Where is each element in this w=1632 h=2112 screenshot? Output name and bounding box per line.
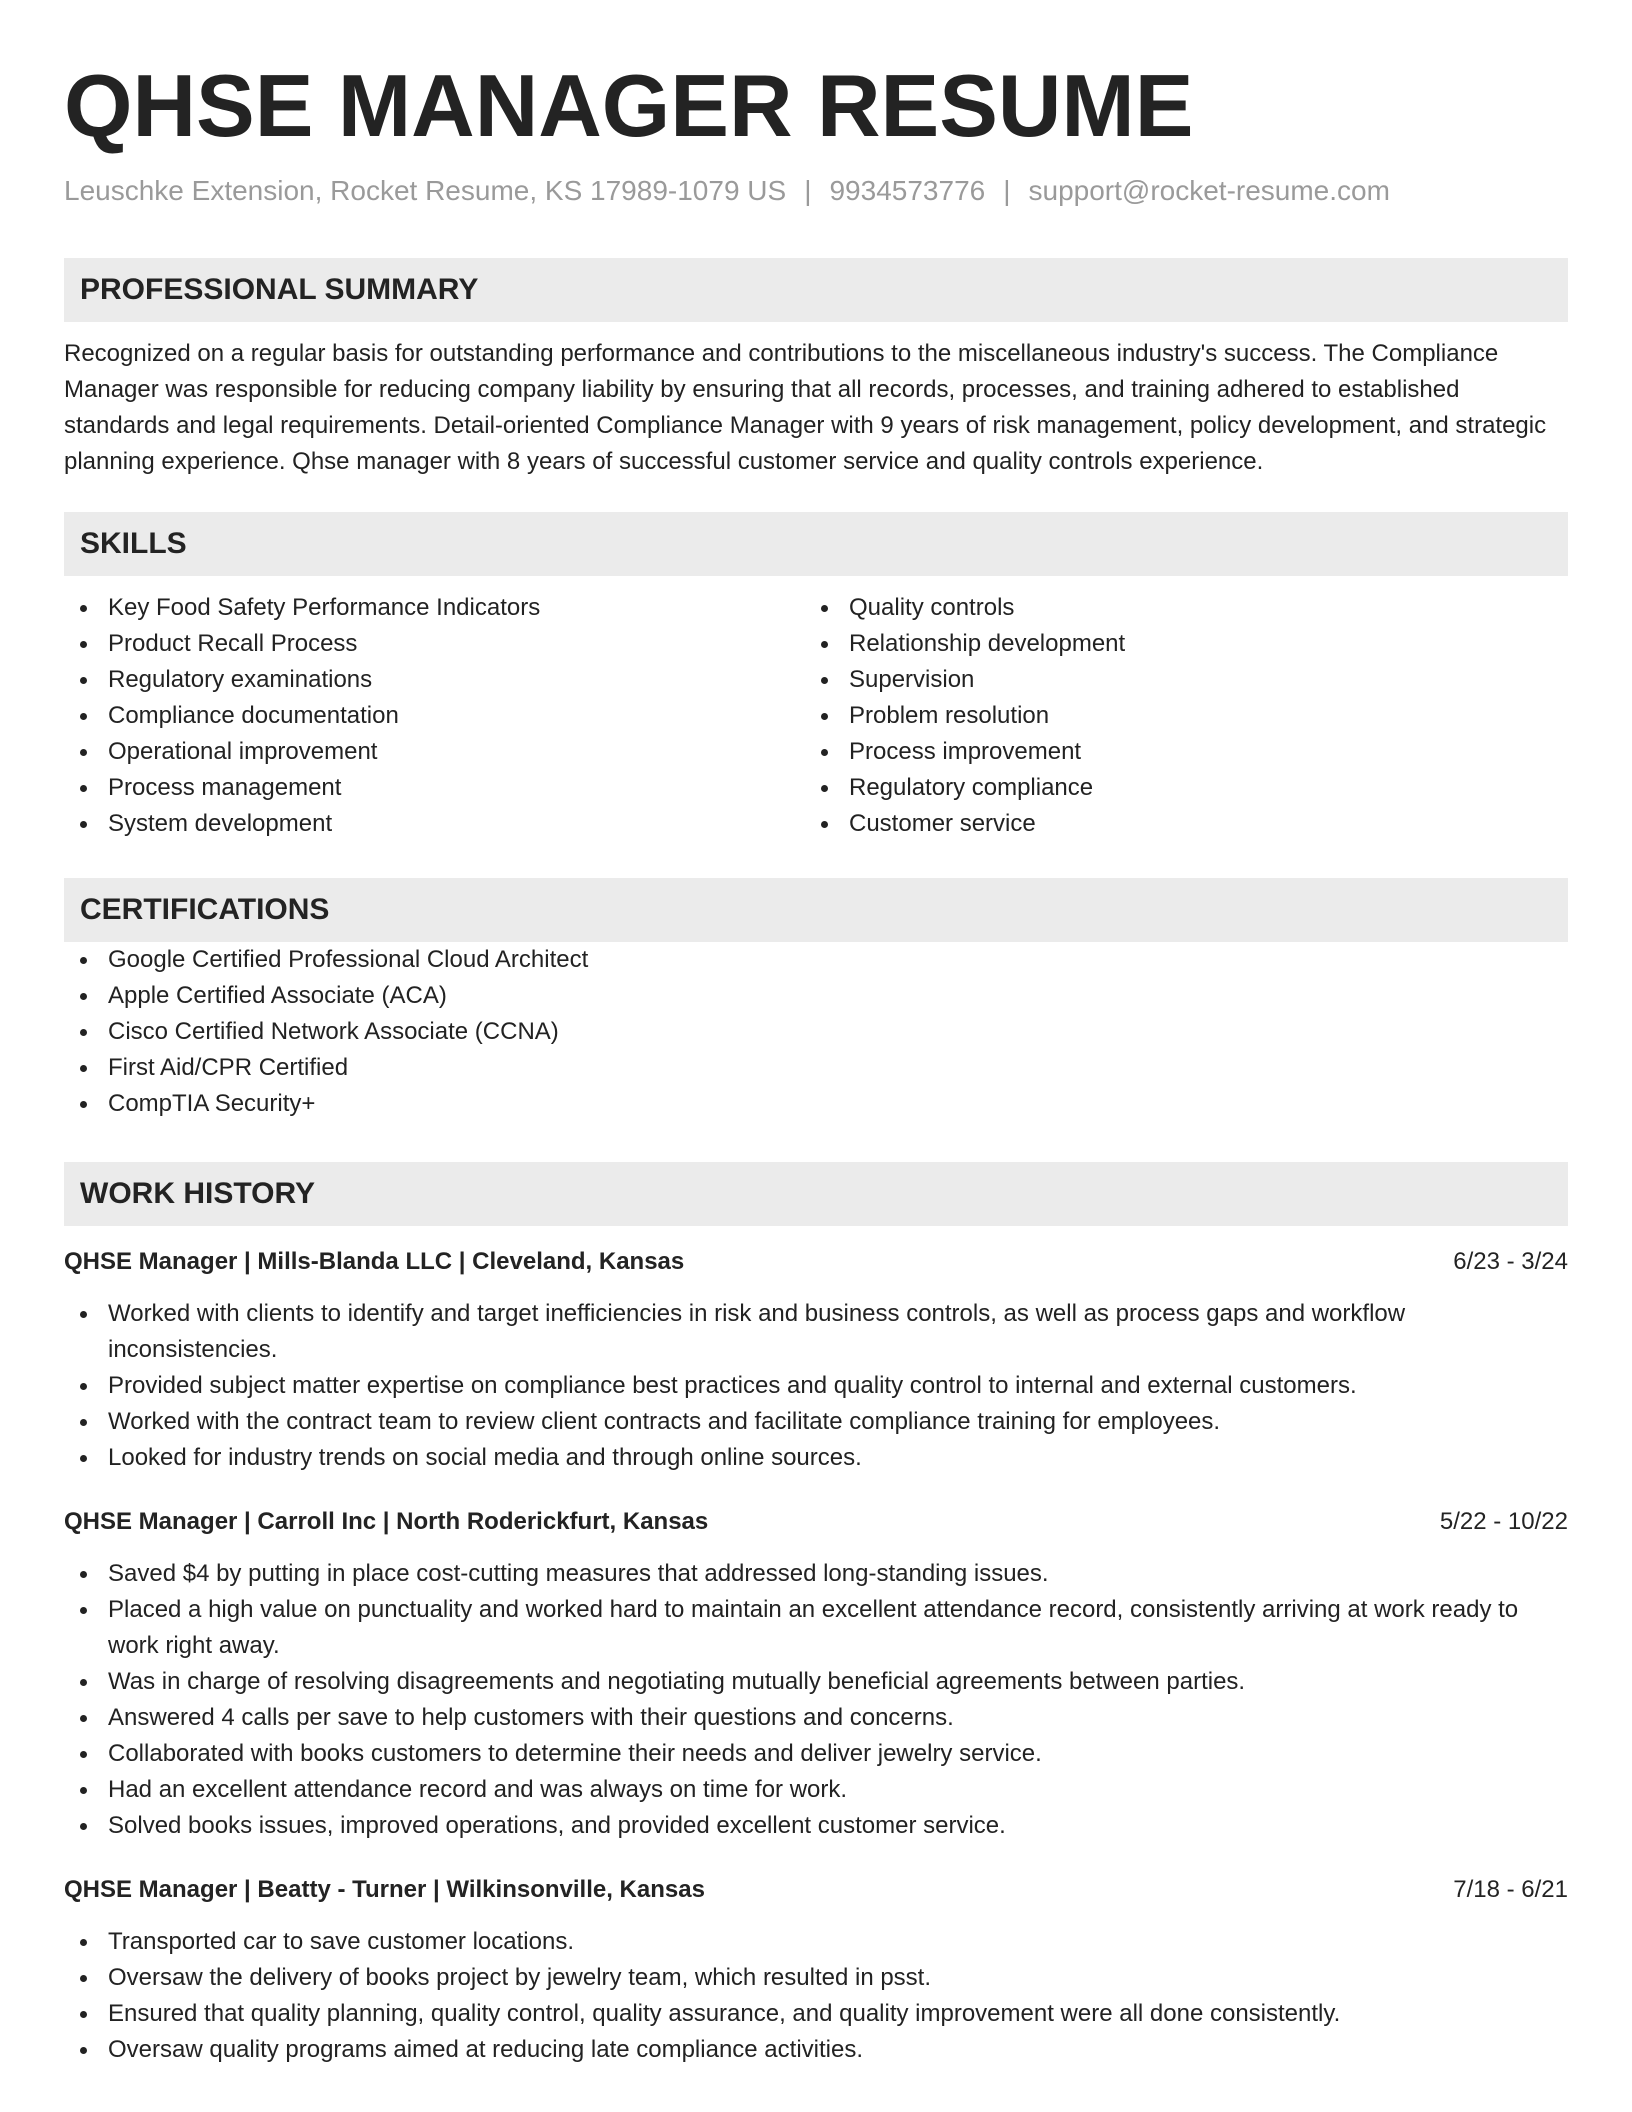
job-duty: Had an excellent attendance record and was always on time for work. bbox=[64, 1772, 1568, 1808]
contact-phone: 9934573776 bbox=[829, 175, 986, 206]
job-duties bbox=[64, 1924, 1568, 2068]
contact-address: Leuschke Extension, Rocket Resume, KS 17989-1079 US bbox=[64, 175, 787, 206]
job-title: QHSE Manager | Mills-Blanda LLC | Cleveland, Kansas bbox=[64, 1248, 685, 1275]
skill-item: Operational improvement bbox=[64, 734, 805, 770]
skill-item: Product Recall Process bbox=[64, 626, 805, 662]
resume-page bbox=[64, 56, 1568, 2068]
job-duty: Oversaw the delivery of books project by jewelry team, which resulted in psst. bbox=[64, 1960, 1568, 1996]
job-duty: Answered 4 calls per save to help customers with their questions and concerns. bbox=[64, 1700, 1568, 1736]
job-title: QHSE Manager | Beatty - Turner | Wilkinsonville, Kansas bbox=[64, 1876, 705, 1903]
skills-list bbox=[64, 590, 1568, 842]
skill-item: Customer service bbox=[805, 806, 1546, 842]
contact-line bbox=[64, 174, 1568, 208]
contact-email: support@rocket-resume.com bbox=[1028, 175, 1390, 206]
job-duty: Worked with clients to identify and target inefficiencies in risk and business controls, as well as process gaps and workflow inconsistencies. bbox=[64, 1296, 1568, 1368]
job-dates: 5/22 - 10/22 bbox=[1439, 1508, 1568, 1535]
job-duty: Ensured that quality planning, quality control, quality assurance, and quality improvement were all done consistently. bbox=[64, 1996, 1568, 2032]
skill-item: Quality controls bbox=[805, 590, 1546, 626]
job-header bbox=[64, 1244, 1568, 1280]
job-header bbox=[64, 1504, 1568, 1540]
contact-separator: | bbox=[804, 175, 812, 206]
skills-column-left bbox=[64, 590, 805, 842]
job-duty: Worked with the contract team to review client contracts and facilitate compliance training for employees. bbox=[64, 1404, 1568, 1440]
skill-item: Compliance documentation bbox=[64, 698, 805, 734]
job-duty: Provided subject matter expertise on compliance best practices and quality control to internal and external customers. bbox=[64, 1368, 1568, 1404]
job-duty: Solved books issues, improved operations, and provided excellent customer service. bbox=[64, 1808, 1568, 1844]
section-heading-skills: SKILLS bbox=[64, 512, 1568, 576]
skill-item: Relationship development bbox=[805, 626, 1546, 662]
job-title: QHSE Manager | Carroll Inc | North Roderickfurt, Kansas bbox=[64, 1508, 709, 1535]
job-dates: 7/18 - 6/21 bbox=[1453, 1876, 1568, 1903]
job-duty: Was in charge of resolving disagreements and negotiating mutually beneficial agreements between parties. bbox=[64, 1664, 1568, 1700]
skill-item: Process management bbox=[64, 770, 805, 806]
job-duty: Transported car to save customer locations. bbox=[64, 1924, 1568, 1960]
certifications-list bbox=[64, 942, 1568, 1122]
job-header bbox=[64, 1872, 1568, 1908]
job-entry bbox=[64, 1504, 1568, 1844]
section-heading-certifications: CERTIFICATIONS bbox=[64, 878, 1568, 942]
section-heading-work-history: WORK HISTORY bbox=[64, 1162, 1568, 1226]
skill-item: Key Food Safety Performance Indicators bbox=[64, 590, 805, 626]
job-entry bbox=[64, 1872, 1568, 2068]
certification-item: CompTIA Security+ bbox=[64, 1086, 1568, 1122]
skill-item: Regulatory examinations bbox=[64, 662, 805, 698]
skill-item: Supervision bbox=[805, 662, 1546, 698]
job-duty: Looked for industry trends on social media and through online sources. bbox=[64, 1440, 1568, 1476]
certification-item: First Aid/CPR Certified bbox=[64, 1050, 1568, 1086]
summary-text: Recognized on a regular basis for outstanding performance and contributions to the miscellaneous industry's success. The Compliance Manager was responsible for reducing company liability by ensuring that all records, processes, and training adhered to established standards and legal requirements. Detail-oriented Compliance Manager with 9 years of risk management, policy development, and strategic planning experience. Qhse manager with 8 years of successful customer service and quality controls experience. bbox=[64, 340, 1547, 475]
job-entry bbox=[64, 1244, 1568, 1476]
skills-column-right bbox=[805, 590, 1546, 842]
skill-item: Problem resolution bbox=[805, 698, 1546, 734]
job-duty: Collaborated with books customers to determine their needs and deliver jewelry service. bbox=[64, 1736, 1568, 1772]
section-heading-summary: PROFESSIONAL SUMMARY bbox=[64, 258, 1568, 322]
skill-item: System development bbox=[64, 806, 805, 842]
job-duties bbox=[64, 1556, 1568, 1844]
skill-item: Process improvement bbox=[805, 734, 1546, 770]
job-duty: Oversaw quality programs aimed at reducing late compliance activities. bbox=[64, 2032, 1568, 2068]
job-duty: Saved $4 by putting in place cost-cutting measures that addressed long-standing issues. bbox=[64, 1556, 1568, 1592]
skill-item: Regulatory compliance bbox=[805, 770, 1546, 806]
resume-title: QHSE MANAGER RESUME bbox=[64, 56, 1194, 155]
certification-item: Google Certified Professional Cloud Architect bbox=[64, 942, 1568, 978]
certification-item: Apple Certified Associate (ACA) bbox=[64, 978, 1568, 1014]
job-duty: Placed a high value on punctuality and worked hard to maintain an excellent attendance record, consistently arriving at work ready to work right away. bbox=[64, 1592, 1568, 1664]
certification-item: Cisco Certified Network Associate (CCNA) bbox=[64, 1014, 1568, 1050]
job-duties bbox=[64, 1296, 1568, 1476]
job-dates: 6/23 - 3/24 bbox=[1453, 1248, 1568, 1275]
contact-separator: | bbox=[1003, 175, 1011, 206]
